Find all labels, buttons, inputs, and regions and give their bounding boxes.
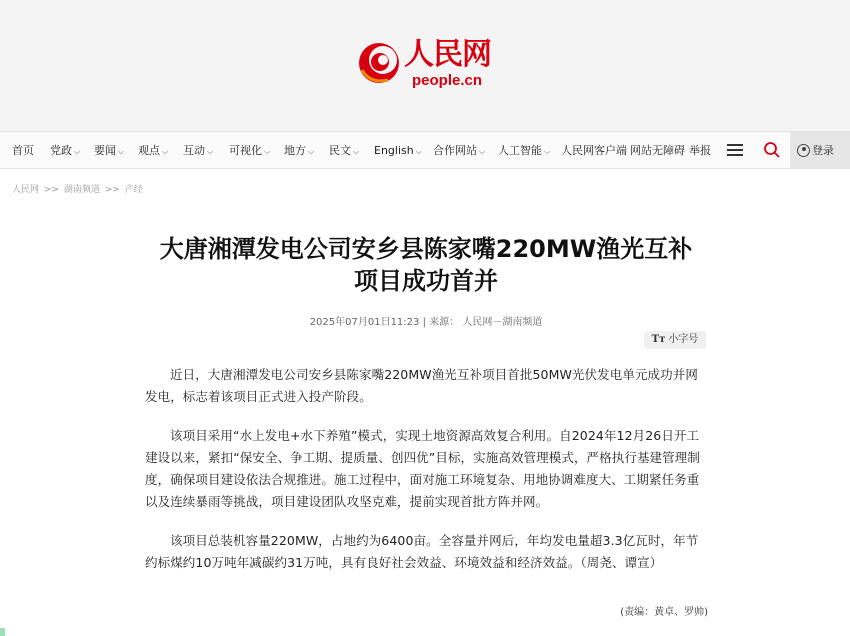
nav-item-visual[interactable]: 可视化 ⌵	[229, 144, 271, 157]
login-button[interactable]: 登录	[790, 132, 850, 169]
article-meta: 2025年07月01日11:23 | 来源： 人民网－湖南频道	[309, 317, 543, 328]
chevron-down-icon: ⌵	[207, 147, 214, 156]
article-paragraph: 该项目总装机容量220MW，占地约为6400亩。全容量并网后，年均发电量超3.3亿瓦时，年节约标煤约10万吨年减碳约31万吨，具有良好社会效益、环境效益和经济效益。（周尧、谭宣）	[145, 533, 699, 570]
chevron-down-icon: ⌵	[353, 147, 360, 156]
breadcrumb: 人民网 >> 湖南频道 >> 产经	[12, 185, 143, 195]
hamburger-icon[interactable]	[727, 141, 743, 159]
chevron-down-icon: ⌵	[118, 147, 125, 156]
chevron-down-icon: ⌵	[264, 147, 271, 156]
font-size-icon: Tт	[651, 334, 666, 345]
nav-item-accessibility[interactable]: 网站无障碍	[630, 144, 685, 157]
article-paragraph: 近日，大唐湘潭发电公司安乡县陈家嘴220MW渔光互补项目首批50MW光伏发电单元成功并网发电，标志着该项目正式进入投产阶段。	[145, 367, 698, 404]
nav-item-ethnic[interactable]: 民文 ⌵	[329, 144, 360, 157]
nav-item-local[interactable]: 地方 ⌵	[284, 144, 315, 157]
nav-item-ai[interactable]: 人工智能 ⌵	[498, 144, 551, 157]
people-cn-logo[interactable]	[356, 34, 496, 94]
source-link[interactable]: 人民网－湖南频道	[462, 317, 543, 328]
page-title: 大唐湘潭发电公司安乡县陈家嘴220MW渔光互补 项目成功首并	[159, 235, 693, 295]
main-nav	[0, 131, 850, 169]
corner-marker	[0, 628, 5, 636]
chevron-down-icon: ⌵	[479, 147, 486, 156]
font-size-toggle[interactable]: Tт 小字号	[644, 331, 706, 349]
site-header	[0, 0, 850, 131]
chevron-down-icon: ⌵	[162, 147, 169, 156]
article-paragraph: 该项目采用“水上发电+水下养殖”模式，实现土地资源高效复合利用。自2024年12月26日开工建设以来，紧扣“保安全、争工期、提质量、创四优”目标，实施高效管理模式，严格执行基建管理制度，确保项目建设依法合规推进。施工过程中，面对施工环境复杂、用地协调难度大、工期紧任务重以及连续暴雨等挑战，项目建设团队攻坚克难，提前实现首批方阵并网。	[145, 428, 700, 509]
nav-item-news[interactable]: 要闻 ⌵	[94, 144, 125, 157]
chevron-down-icon: ⌵	[308, 147, 315, 156]
logo-text-en: people.cn	[412, 72, 483, 89]
article-body	[145, 364, 710, 591]
chevron-down-icon: ⌵	[544, 147, 551, 156]
breadcrumb-hunan[interactable]: 湖南频道	[63, 185, 100, 195]
nav-item-partners[interactable]: 合作网站 ⌵	[433, 144, 486, 157]
logo-swirl-icon	[356, 40, 402, 86]
user-icon	[797, 144, 810, 157]
logo-text-cn: 人民网	[404, 37, 491, 72]
chevron-down-icon: ⌵	[415, 147, 422, 156]
nav-item-home[interactable]: 首页	[12, 144, 34, 157]
breadcrumb-industry[interactable]: 产经	[124, 185, 143, 195]
publish-date: 2025年07月01日11:23	[309, 317, 420, 328]
breadcrumb-home[interactable]: 人民网	[12, 185, 40, 195]
editor-credit: (责编：黄卓、罗帅)	[620, 607, 708, 618]
chevron-down-icon: ⌵	[74, 147, 81, 156]
nav-item-app[interactable]: 人民网客户端	[561, 144, 627, 157]
nav-item-interact[interactable]: 互动 ⌵	[183, 144, 214, 157]
search-icon[interactable]	[763, 141, 781, 159]
source-label: 来源：	[429, 317, 460, 328]
nav-item-report[interactable]: 举报	[689, 144, 711, 157]
nav-item-opinion[interactable]: 观点 ⌵	[138, 144, 169, 157]
nav-item-english[interactable]: English ⌵	[374, 144, 422, 157]
nav-item-party[interactable]: 党政 ⌵	[50, 144, 81, 157]
